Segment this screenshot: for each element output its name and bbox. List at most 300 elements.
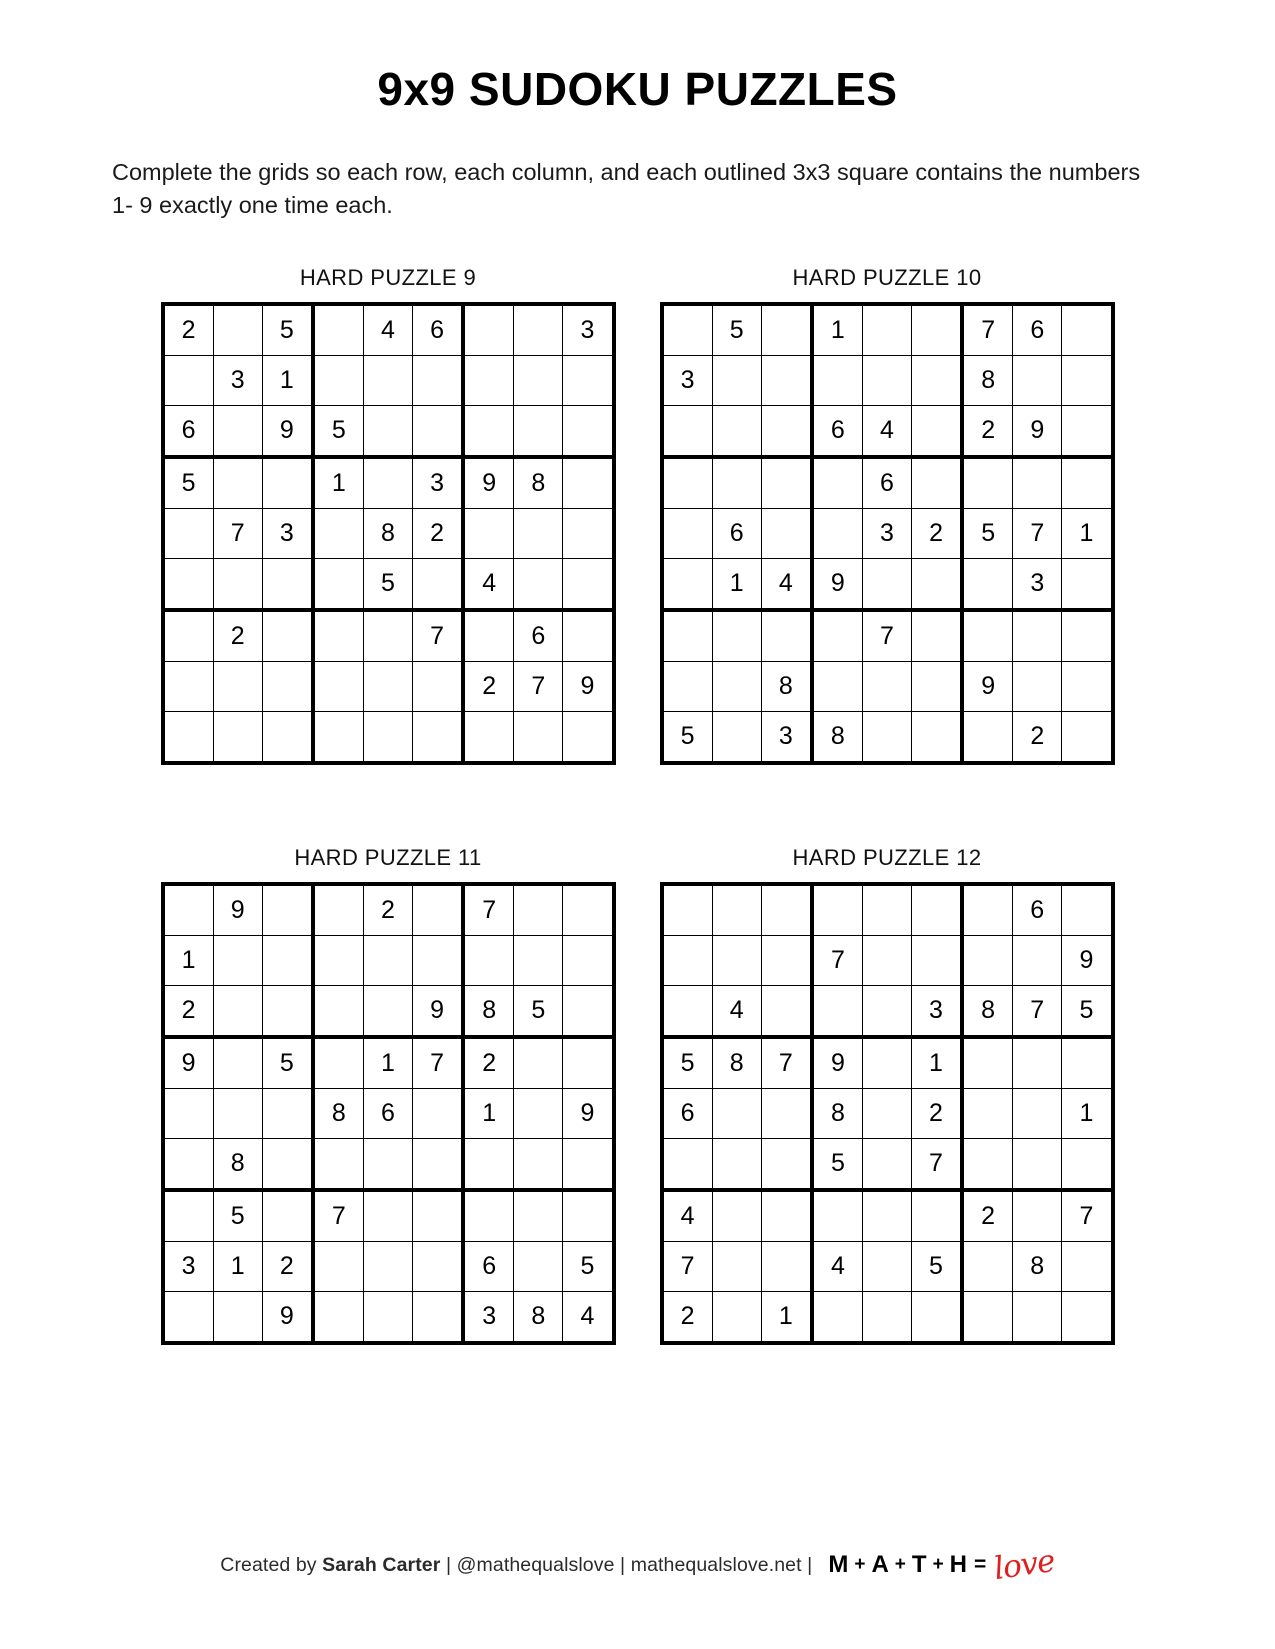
sudoku-cell-empty[interactable] bbox=[213, 405, 262, 457]
sudoku-cell-empty[interactable] bbox=[363, 355, 412, 405]
sudoku-cell-empty[interactable] bbox=[563, 1037, 614, 1089]
sudoku-cell-given: 3 bbox=[413, 457, 464, 509]
sudoku-cell-empty[interactable] bbox=[712, 884, 761, 936]
sudoku-cell-empty[interactable] bbox=[812, 610, 863, 662]
sudoku-cell-empty[interactable] bbox=[662, 508, 713, 558]
sudoku-cell-given: 7 bbox=[962, 304, 1013, 356]
sudoku-cell-empty[interactable] bbox=[313, 304, 364, 356]
sudoku-cell-given: 7 bbox=[662, 1241, 713, 1291]
sudoku-cell-empty[interactable] bbox=[262, 457, 313, 509]
sudoku-cell-empty[interactable] bbox=[463, 304, 514, 356]
sudoku-cell-empty[interactable] bbox=[962, 1037, 1013, 1089]
sudoku-cell-empty[interactable] bbox=[863, 1241, 912, 1291]
sudoku-cell-empty[interactable] bbox=[313, 558, 364, 610]
logo-letter-a: A bbox=[871, 1551, 890, 1578]
sudoku-cell-empty[interactable] bbox=[363, 1190, 412, 1242]
sudoku-cell-empty[interactable] bbox=[163, 1088, 214, 1138]
sudoku-cell-empty[interactable] bbox=[812, 661, 863, 711]
sudoku-cell-empty[interactable] bbox=[163, 1291, 214, 1343]
sudoku-cell-given: 5 bbox=[213, 1190, 262, 1242]
sudoku-cell-given: 7 bbox=[911, 1138, 962, 1190]
sudoku-cell-given: 6 bbox=[712, 508, 761, 558]
sudoku-cell-given: 5 bbox=[563, 1241, 614, 1291]
sudoku-cell-empty[interactable] bbox=[912, 355, 963, 405]
sudoku-cell-empty[interactable] bbox=[463, 405, 514, 457]
sudoku-cell-empty[interactable] bbox=[213, 1037, 262, 1089]
sudoku-cell-empty[interactable] bbox=[213, 457, 262, 509]
sudoku-cell-empty[interactable] bbox=[363, 711, 412, 763]
sudoku-cell-empty[interactable] bbox=[911, 1291, 962, 1343]
sudoku-row bbox=[662, 1138, 1113, 1190]
sudoku-cell-empty[interactable] bbox=[313, 884, 364, 936]
sudoku-cell-given: 1 bbox=[911, 1037, 962, 1089]
sudoku-cell-empty[interactable] bbox=[563, 1190, 614, 1242]
sudoku-cell-given: 7 bbox=[1013, 508, 1062, 558]
sudoku-cell-empty[interactable] bbox=[1062, 884, 1113, 936]
sudoku-cell-given: 5 bbox=[812, 1138, 863, 1190]
sudoku-cell-empty[interactable] bbox=[413, 1088, 464, 1138]
sudoku-row bbox=[662, 355, 1113, 405]
sudoku-cell-empty[interactable] bbox=[262, 1138, 313, 1190]
sudoku-cell-empty[interactable] bbox=[662, 457, 713, 509]
sudoku-cell-empty[interactable] bbox=[363, 1291, 412, 1343]
sudoku-cell-empty[interactable] bbox=[863, 935, 912, 985]
sudoku-cell-empty[interactable] bbox=[662, 304, 713, 356]
sudoku-cell-empty[interactable] bbox=[563, 558, 614, 610]
sudoku-cell-empty[interactable] bbox=[662, 884, 713, 936]
sudoku-cell-empty[interactable] bbox=[912, 711, 963, 763]
sudoku-cell-empty[interactable] bbox=[812, 355, 863, 405]
sudoku-cell-empty[interactable] bbox=[1062, 558, 1113, 610]
sudoku-cell-given: 6 bbox=[463, 1241, 514, 1291]
sudoku-cell-empty[interactable] bbox=[662, 985, 713, 1037]
sudoku-cell-empty[interactable] bbox=[363, 661, 412, 711]
sudoku-cell-given: 9 bbox=[413, 985, 464, 1037]
sudoku-cell-empty[interactable] bbox=[662, 661, 713, 711]
sudoku-cell-given: 3 bbox=[1013, 558, 1062, 610]
sudoku-cell-empty[interactable] bbox=[313, 1037, 364, 1089]
sudoku-cell-empty[interactable] bbox=[313, 1241, 364, 1291]
sudoku-cell-given: 9 bbox=[563, 661, 614, 711]
sudoku-cell-empty[interactable] bbox=[1062, 457, 1113, 509]
sudoku-cell-given: 3 bbox=[761, 711, 812, 763]
sudoku-cell-empty[interactable] bbox=[712, 1241, 761, 1291]
sudoku-row bbox=[662, 1190, 1113, 1242]
sudoku-cell-empty[interactable] bbox=[863, 1138, 912, 1190]
sudoku-cell-empty[interactable] bbox=[863, 1037, 912, 1089]
sudoku-cell-empty[interactable] bbox=[812, 884, 863, 936]
sudoku-cell-empty[interactable] bbox=[262, 935, 313, 985]
page-title: 9x9 SUDOKU PUZZLES bbox=[377, 63, 898, 115]
puzzle-title-9: HARD PUZZLE 9 bbox=[299, 264, 477, 290]
sudoku-cell-empty[interactable] bbox=[563, 405, 614, 457]
sudoku-cell-empty[interactable] bbox=[262, 1088, 313, 1138]
sudoku-cell-empty[interactable] bbox=[962, 1138, 1013, 1190]
sudoku-cell-empty[interactable] bbox=[163, 1138, 214, 1190]
sudoku-cell-empty[interactable] bbox=[912, 304, 963, 356]
logo-letter-m: M bbox=[828, 1551, 850, 1578]
sudoku-cell-empty[interactable] bbox=[514, 304, 563, 356]
sudoku-cell-given: 6 bbox=[812, 405, 863, 457]
sudoku-cell-given: 8 bbox=[463, 985, 514, 1037]
sudoku-cell-empty[interactable] bbox=[514, 405, 563, 457]
footer bbox=[0, 1542, 1275, 1588]
sudoku-cell-empty[interactable] bbox=[514, 1241, 563, 1291]
sudoku-cell-given: 3 bbox=[862, 508, 911, 558]
sudoku-cell-empty[interactable] bbox=[363, 935, 412, 985]
sudoku-cell-empty[interactable] bbox=[413, 1241, 464, 1291]
sudoku-cell-empty[interactable] bbox=[163, 558, 214, 610]
sudoku-row bbox=[662, 508, 1113, 558]
puzzle-block-9 bbox=[161, 265, 616, 765]
sudoku-cell-given: 7 bbox=[862, 610, 911, 662]
sudoku-cell-empty[interactable] bbox=[812, 457, 863, 509]
sudoku-cell-given: 1 bbox=[761, 1291, 812, 1343]
sudoku-cell-given: 5 bbox=[1062, 985, 1113, 1037]
sudoku-cell-empty[interactable] bbox=[862, 558, 911, 610]
sudoku-cell-empty[interactable] bbox=[163, 508, 214, 558]
sudoku-cell-empty[interactable] bbox=[962, 1241, 1013, 1291]
sudoku-cell-empty[interactable] bbox=[1062, 661, 1113, 711]
sudoku-cell-empty[interactable] bbox=[313, 661, 364, 711]
sudoku-cell-empty[interactable] bbox=[761, 935, 812, 985]
sudoku-cell-empty[interactable] bbox=[1013, 1138, 1062, 1190]
sudoku-cell-empty[interactable] bbox=[1062, 610, 1113, 662]
sudoku-cell-empty[interactable] bbox=[1013, 610, 1062, 662]
sudoku-grid-12[interactable] bbox=[660, 882, 1115, 1345]
sudoku-cell-given: 9 bbox=[463, 457, 514, 509]
sudoku-cell-empty[interactable] bbox=[1062, 1291, 1113, 1343]
sudoku-cell-empty[interactable] bbox=[163, 884, 214, 936]
sudoku-cell-given: 7 bbox=[1013, 985, 1062, 1037]
sudoku-cell-empty[interactable] bbox=[213, 1088, 262, 1138]
sudoku-cell-empty[interactable] bbox=[413, 661, 464, 711]
sudoku-cell-empty[interactable] bbox=[262, 661, 313, 711]
sudoku-cell-given: 4 bbox=[862, 405, 911, 457]
sudoku-cell-empty[interactable] bbox=[1013, 1190, 1062, 1242]
sudoku-cell-given: 5 bbox=[262, 304, 313, 356]
sudoku-cell-empty[interactable] bbox=[712, 1190, 761, 1242]
sudoku-cell-empty[interactable] bbox=[363, 1138, 412, 1190]
sudoku-cell-given: 3 bbox=[563, 304, 614, 356]
instructions-text: Complete the grids so each row, each column, and each outlined 3x3 square contains the numbers 1- 9 exactly one time each. bbox=[112, 159, 1141, 219]
sudoku-cell-empty[interactable] bbox=[912, 558, 963, 610]
sudoku-cell-empty[interactable] bbox=[514, 508, 563, 558]
sudoku-row bbox=[163, 508, 614, 558]
sudoku-cell-empty[interactable] bbox=[363, 985, 412, 1037]
sudoku-cell-empty[interactable] bbox=[563, 610, 614, 662]
sudoku-row bbox=[662, 1291, 1113, 1343]
sudoku-cell-empty[interactable] bbox=[363, 405, 412, 457]
sudoku-cell-empty[interactable] bbox=[514, 711, 563, 763]
sudoku-cell-empty[interactable] bbox=[1062, 1037, 1113, 1089]
sudoku-cell-given: 8 bbox=[514, 1291, 563, 1343]
sudoku-cell-empty[interactable] bbox=[463, 711, 514, 763]
sudoku-cell-empty[interactable] bbox=[761, 985, 812, 1037]
sudoku-cell-given: 5 bbox=[911, 1241, 962, 1291]
sudoku-cell-empty[interactable] bbox=[563, 985, 614, 1037]
sudoku-row bbox=[163, 661, 614, 711]
sudoku-cell-given: 8 bbox=[812, 1088, 863, 1138]
sudoku-cell-empty[interactable] bbox=[662, 610, 713, 662]
sudoku-cell-empty[interactable] bbox=[761, 1190, 812, 1242]
sudoku-cell-empty[interactable] bbox=[514, 1138, 563, 1190]
sudoku-cell-empty[interactable] bbox=[662, 1138, 713, 1190]
sudoku-cell-empty[interactable] bbox=[213, 1291, 262, 1343]
sudoku-cell-empty[interactable] bbox=[761, 457, 812, 509]
sudoku-cell-empty[interactable] bbox=[1013, 935, 1062, 985]
sudoku-cell-empty[interactable] bbox=[712, 355, 761, 405]
sudoku-cell-empty[interactable] bbox=[163, 661, 214, 711]
sudoku-cell-empty[interactable] bbox=[761, 1088, 812, 1138]
sudoku-cell-empty[interactable] bbox=[962, 935, 1013, 985]
sudoku-cell-empty[interactable] bbox=[213, 661, 262, 711]
sudoku-cell-empty[interactable] bbox=[563, 355, 614, 405]
sudoku-cell-empty[interactable] bbox=[313, 508, 364, 558]
sudoku-cell-empty[interactable] bbox=[962, 558, 1013, 610]
sudoku-cell-empty[interactable] bbox=[1062, 711, 1113, 763]
sudoku-cell-empty[interactable] bbox=[413, 1190, 464, 1242]
sudoku-cell-empty[interactable] bbox=[163, 1190, 214, 1242]
sudoku-cell-given: 1 bbox=[812, 304, 863, 356]
sudoku-cell-empty[interactable] bbox=[213, 985, 262, 1037]
sudoku-cell-empty[interactable] bbox=[761, 1138, 812, 1190]
sudoku-cell-empty[interactable] bbox=[712, 711, 761, 763]
sudoku-cell-empty[interactable] bbox=[213, 558, 262, 610]
sudoku-cell-given: 2 bbox=[413, 508, 464, 558]
sudoku-cell-empty[interactable] bbox=[514, 935, 563, 985]
sudoku-row bbox=[163, 711, 614, 763]
sudoku-cell-empty[interactable] bbox=[413, 711, 464, 763]
sudoku-cell-empty[interactable] bbox=[863, 1291, 912, 1343]
sudoku-cell-empty[interactable] bbox=[1013, 1037, 1062, 1089]
sudoku-cell-empty[interactable] bbox=[863, 1088, 912, 1138]
sudoku-cell-empty[interactable] bbox=[862, 661, 911, 711]
sudoku-row bbox=[662, 457, 1113, 509]
sudoku-cell-empty[interactable] bbox=[463, 1190, 514, 1242]
sudoku-cell-given: 1 bbox=[463, 1088, 514, 1138]
sudoku-cell-empty[interactable] bbox=[563, 711, 614, 763]
sudoku-cell-given: 5 bbox=[662, 711, 713, 763]
sudoku-cell-empty[interactable] bbox=[662, 935, 713, 985]
sudoku-cell-given: 6 bbox=[514, 610, 563, 662]
sudoku-cell-empty[interactable] bbox=[761, 1241, 812, 1291]
sudoku-cell-empty[interactable] bbox=[514, 1037, 563, 1089]
sudoku-cell-empty[interactable] bbox=[413, 884, 464, 936]
sudoku-cell-empty[interactable] bbox=[1013, 661, 1062, 711]
sudoku-cell-empty[interactable] bbox=[912, 661, 963, 711]
sudoku-cell-empty[interactable] bbox=[863, 1190, 912, 1242]
sudoku-grid-10[interactable] bbox=[660, 302, 1115, 765]
sudoku-cell-empty[interactable] bbox=[514, 1088, 563, 1138]
sudoku-cell-empty[interactable] bbox=[563, 508, 614, 558]
sudoku-cell-empty[interactable] bbox=[912, 457, 963, 509]
sudoku-cell-empty[interactable] bbox=[1062, 1241, 1113, 1291]
sudoku-cell-empty[interactable] bbox=[1062, 405, 1113, 457]
sudoku-cell-empty[interactable] bbox=[1062, 355, 1113, 405]
sudoku-cell-empty[interactable] bbox=[761, 355, 812, 405]
sudoku-cell-empty[interactable] bbox=[812, 985, 863, 1037]
sudoku-cell-given: 2 bbox=[962, 1190, 1013, 1242]
sudoku-cell-empty[interactable] bbox=[514, 558, 563, 610]
sudoku-row bbox=[163, 1190, 614, 1242]
sudoku-cell-empty[interactable] bbox=[712, 935, 761, 985]
sudoku-cell-empty[interactable] bbox=[213, 304, 262, 356]
sudoku-cell-empty[interactable] bbox=[313, 935, 364, 985]
sudoku-cell-empty[interactable] bbox=[863, 985, 912, 1037]
sudoku-row bbox=[163, 405, 614, 457]
sudoku-cell-empty[interactable] bbox=[262, 558, 313, 610]
sudoku-cell-empty[interactable] bbox=[812, 1291, 863, 1343]
sudoku-cell-empty[interactable] bbox=[463, 355, 514, 405]
sudoku-cell-given: 6 bbox=[662, 1088, 713, 1138]
sudoku-cell-empty[interactable] bbox=[413, 558, 464, 610]
sudoku-cell-given: 3 bbox=[213, 355, 262, 405]
sudoku-cell-empty[interactable] bbox=[863, 884, 912, 936]
sudoku-cell-empty[interactable] bbox=[912, 610, 963, 662]
sudoku-cell-given: 5 bbox=[514, 985, 563, 1037]
sudoku-cell-empty[interactable] bbox=[262, 985, 313, 1037]
sudoku-cell-empty[interactable] bbox=[862, 355, 911, 405]
sudoku-cell-empty[interactable] bbox=[761, 304, 812, 356]
sudoku-cell-empty[interactable] bbox=[712, 1138, 761, 1190]
sudoku-cell-empty[interactable] bbox=[563, 457, 614, 509]
sudoku-cell-empty[interactable] bbox=[262, 1190, 313, 1242]
sudoku-cell-empty[interactable] bbox=[712, 661, 761, 711]
sudoku-cell-empty[interactable] bbox=[463, 1138, 514, 1190]
footer-credit-middle: | @mathequalslove | mathequalslove.net | bbox=[440, 1553, 813, 1576]
sudoku-cell-given: 3 bbox=[911, 985, 962, 1037]
sudoku-cell-empty[interactable] bbox=[911, 1190, 962, 1242]
sudoku-cell-empty[interactable] bbox=[163, 711, 214, 763]
sudoku-cell-empty[interactable] bbox=[662, 558, 713, 610]
sudoku-cell-given: 2 bbox=[163, 985, 214, 1037]
sudoku-cell-empty[interactable] bbox=[1013, 1088, 1062, 1138]
sudoku-cell-given: 1 bbox=[1062, 1088, 1113, 1138]
sudoku-cell-given: 6 bbox=[1013, 304, 1062, 356]
sudoku-cell-given: 9 bbox=[163, 1037, 214, 1089]
sudoku-row bbox=[662, 405, 1113, 457]
sudoku-cell-empty[interactable] bbox=[413, 405, 464, 457]
sudoku-grid-9[interactable] bbox=[161, 302, 616, 765]
sudoku-cell-empty[interactable] bbox=[962, 711, 1013, 763]
sudoku-cell-empty[interactable] bbox=[413, 1291, 464, 1343]
sudoku-cell-empty[interactable] bbox=[313, 1138, 364, 1190]
sudoku-cell-empty[interactable] bbox=[912, 405, 963, 457]
sudoku-cell-given: 8 bbox=[213, 1138, 262, 1190]
sudoku-cell-empty[interactable] bbox=[563, 935, 614, 985]
sudoku-cell-empty[interactable] bbox=[563, 1138, 614, 1190]
sudoku-cell-empty[interactable] bbox=[463, 935, 514, 985]
sudoku-cell-empty[interactable] bbox=[712, 1291, 761, 1343]
sudoku-cell-given: 7 bbox=[213, 508, 262, 558]
sudoku-cell-empty[interactable] bbox=[313, 711, 364, 763]
sudoku-cell-empty[interactable] bbox=[313, 1291, 364, 1343]
sudoku-cell-empty[interactable] bbox=[363, 1241, 412, 1291]
sudoku-cell-given: 4 bbox=[812, 1241, 863, 1291]
sudoku-cell-empty[interactable] bbox=[363, 457, 412, 509]
sudoku-cell-empty[interactable] bbox=[962, 1088, 1013, 1138]
sudoku-row bbox=[662, 935, 1113, 985]
sudoku-cell-given: 3 bbox=[662, 355, 713, 405]
sudoku-cell-empty[interactable] bbox=[313, 355, 364, 405]
sudoku-cell-empty[interactable] bbox=[1062, 1138, 1113, 1190]
sudoku-cell-empty[interactable] bbox=[812, 1190, 863, 1242]
sudoku-cell-empty[interactable] bbox=[761, 508, 812, 558]
sudoku-cell-empty[interactable] bbox=[313, 985, 364, 1037]
sudoku-cell-given: 8 bbox=[962, 355, 1013, 405]
sudoku-cell-empty[interactable] bbox=[911, 935, 962, 985]
sudoku-cell-empty[interactable] bbox=[413, 935, 464, 985]
sudoku-cell-empty[interactable] bbox=[163, 355, 214, 405]
sudoku-cell-given: 3 bbox=[163, 1241, 214, 1291]
logo-plus-icon-2: + bbox=[894, 1554, 907, 1575]
sudoku-cell-empty[interactable] bbox=[413, 1138, 464, 1190]
puzzle-grids-container bbox=[0, 265, 1275, 1345]
sudoku-cell-empty[interactable] bbox=[563, 884, 614, 936]
sudoku-cell-empty[interactable] bbox=[761, 610, 812, 662]
sudoku-cell-empty[interactable] bbox=[812, 508, 863, 558]
sudoku-cell-empty[interactable] bbox=[413, 355, 464, 405]
sudoku-cell-empty[interactable] bbox=[1013, 355, 1062, 405]
sudoku-cell-empty[interactable] bbox=[213, 711, 262, 763]
sudoku-row bbox=[662, 1241, 1113, 1291]
sudoku-cell-empty[interactable] bbox=[1013, 457, 1062, 509]
sudoku-row bbox=[163, 884, 614, 936]
sudoku-row bbox=[163, 457, 614, 509]
sudoku-cell-empty[interactable] bbox=[862, 304, 911, 356]
sudoku-cell-empty[interactable] bbox=[163, 610, 214, 662]
sudoku-cell-empty[interactable] bbox=[712, 610, 761, 662]
sudoku-cell-empty[interactable] bbox=[463, 508, 514, 558]
sudoku-cell-given: 4 bbox=[363, 304, 412, 356]
sudoku-cell-empty[interactable] bbox=[962, 1291, 1013, 1343]
sudoku-cell-empty[interactable] bbox=[313, 610, 364, 662]
sudoku-cell-given: 5 bbox=[363, 558, 412, 610]
sudoku-cell-empty[interactable] bbox=[213, 935, 262, 985]
sudoku-cell-empty[interactable] bbox=[662, 405, 713, 457]
sudoku-cell-empty[interactable] bbox=[962, 610, 1013, 662]
sudoku-cell-given: 4 bbox=[662, 1190, 713, 1242]
sudoku-cell-given: 7 bbox=[761, 1037, 812, 1089]
sudoku-cell-empty[interactable] bbox=[1062, 304, 1113, 356]
sudoku-cell-empty[interactable] bbox=[514, 355, 563, 405]
sudoku-cell-empty[interactable] bbox=[761, 405, 812, 457]
sudoku-cell-empty[interactable] bbox=[1013, 1291, 1062, 1343]
sudoku-cell-empty[interactable] bbox=[862, 711, 911, 763]
sudoku-cell-empty[interactable] bbox=[712, 405, 761, 457]
sudoku-row bbox=[662, 1088, 1113, 1138]
sudoku-cell-empty[interactable] bbox=[911, 884, 962, 936]
sudoku-cell-empty[interactable] bbox=[262, 610, 313, 662]
sudoku-cell-empty[interactable] bbox=[962, 884, 1013, 936]
sudoku-cell-empty[interactable] bbox=[712, 457, 761, 509]
sudoku-cell-empty[interactable] bbox=[514, 1190, 563, 1242]
sudoku-row bbox=[163, 1088, 614, 1138]
sudoku-cell-empty[interactable] bbox=[363, 610, 412, 662]
sudoku-cell-empty[interactable] bbox=[761, 884, 812, 936]
sudoku-cell-empty[interactable] bbox=[712, 1088, 761, 1138]
sudoku-cell-empty[interactable] bbox=[262, 884, 313, 936]
sudoku-cell-empty[interactable] bbox=[962, 457, 1013, 509]
sudoku-cell-given: 5 bbox=[962, 508, 1013, 558]
sudoku-cell-empty[interactable] bbox=[262, 711, 313, 763]
sudoku-grid-11[interactable] bbox=[161, 882, 616, 1345]
sudoku-cell-empty[interactable] bbox=[463, 610, 514, 662]
sudoku-cell-empty[interactable] bbox=[514, 884, 563, 936]
footer-author: Sarah Carter bbox=[322, 1553, 441, 1576]
sudoku-cell-given: 7 bbox=[413, 1037, 464, 1089]
